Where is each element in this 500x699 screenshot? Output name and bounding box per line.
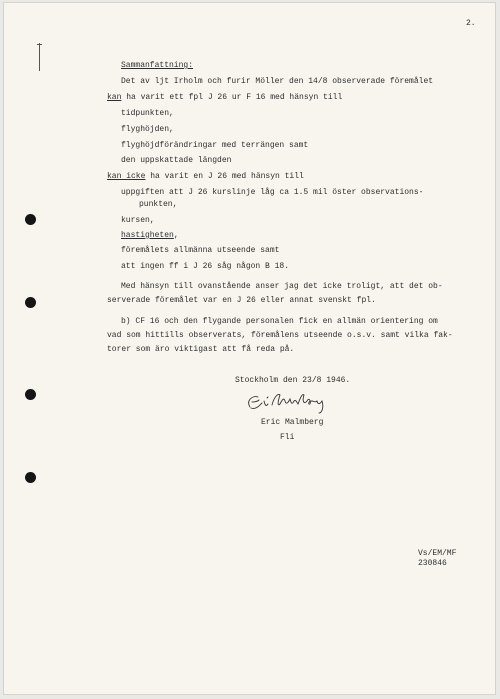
margin-mark xyxy=(38,43,41,71)
body-line: föremålets allmänna utseende samt xyxy=(121,246,280,255)
body-line: b) CF 16 och den flygande personalen fick en allmän orientering om xyxy=(121,317,438,326)
body-line: hastigheten, xyxy=(121,231,179,240)
body-line: uppgiften att J 26 kurslinje låg ca 1.5 mil öster observations- xyxy=(121,188,424,197)
section-heading: Sammanfattning: xyxy=(121,61,194,70)
punch-hole xyxy=(25,297,36,308)
reference-date: 230846 xyxy=(418,559,447,568)
body-line: kursen, xyxy=(121,216,155,225)
body-line: kan icke ha varit en J 26 med hänsyn till xyxy=(107,172,304,181)
body-line: punkten, xyxy=(139,200,178,209)
body-line: Med hänsyn till ovanstående anser jag det icke troligt, att det ob- xyxy=(121,282,443,291)
punch-hole xyxy=(25,389,36,400)
body-line: vad som hittills observerats, föremålens utseende o.s.v. samt vilka fak- xyxy=(107,331,453,340)
body-line: serverade föremålet var en J 26 eller annat svenskt fpl. xyxy=(107,296,376,305)
body-line: flyghöjden, xyxy=(121,125,174,134)
body-line: Det av ljt Irholm och furir Möller den 14/8 observerade föremålet xyxy=(121,77,434,86)
document-page xyxy=(3,2,496,695)
date-line: Stockholm den 23/8 1946. xyxy=(235,376,351,385)
body-line: tidpunkten, xyxy=(121,109,174,118)
body-line: flyghöjdförändringar med terrängen samt xyxy=(121,141,309,150)
signature-title: Fli xyxy=(280,433,295,442)
body-line: kan ha varit ett fpl J 26 ur F 16 med hänsyn till xyxy=(107,93,343,102)
punch-hole xyxy=(25,214,36,225)
page-number: 2. xyxy=(466,19,476,28)
reference-code: Vs/EM/MF xyxy=(418,549,457,558)
body-line: torer som äro viktigast att få reda på. xyxy=(107,345,295,354)
body-line: att ingen ff i J 26 såg någon B 18. xyxy=(121,262,290,271)
signature-name: Eric Malmberg xyxy=(261,418,324,427)
body-line: den uppskattade längden xyxy=(121,156,232,165)
handwritten-signature xyxy=(244,389,344,417)
punch-hole xyxy=(25,472,36,483)
